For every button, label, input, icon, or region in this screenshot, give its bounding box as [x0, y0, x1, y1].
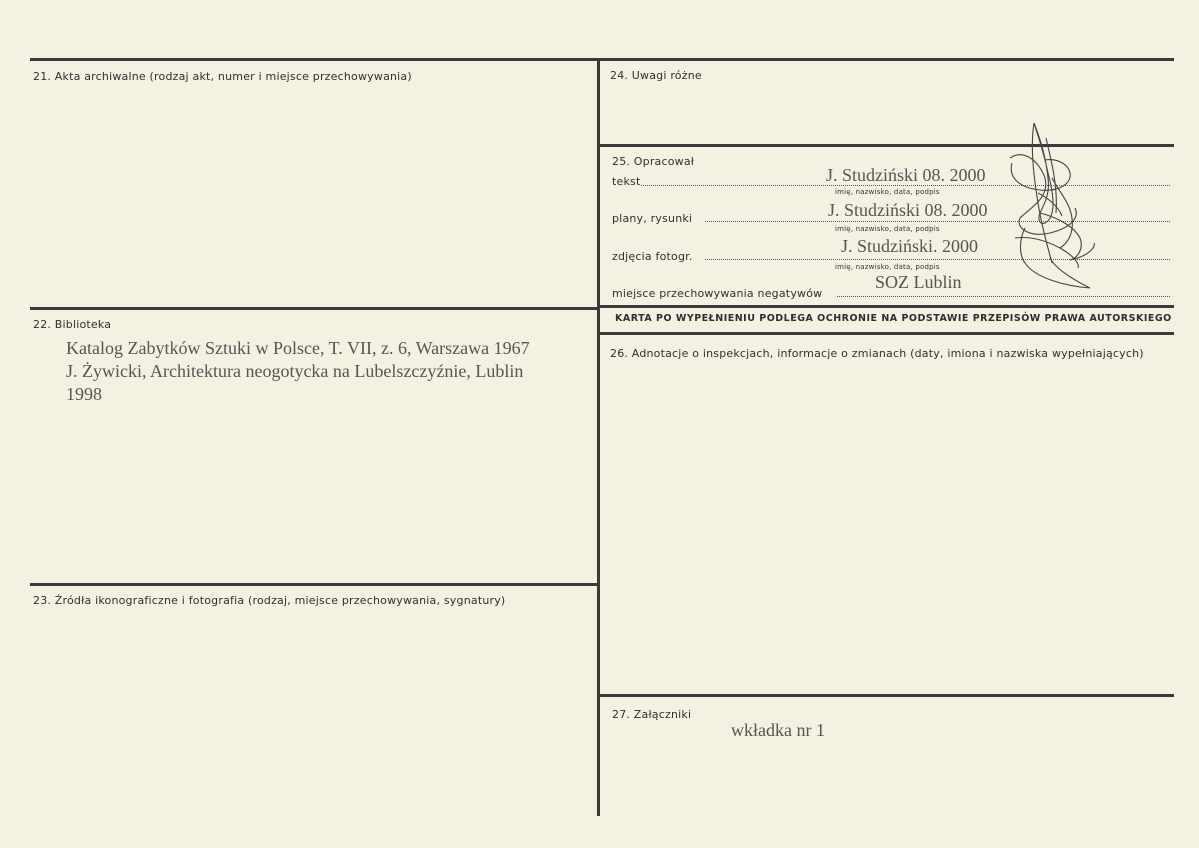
handwritten-signature [1000, 118, 1110, 293]
negatywy-label: miejsce przechowywania negatywów [612, 287, 823, 300]
top-rule [30, 58, 1174, 61]
section-25-label: 25. Opracował [612, 155, 695, 168]
section-21-label: 21. Akta archiwalne (rodzaj akt, numer i miejsce przechowywania) [33, 70, 412, 83]
rule-22-23 [30, 583, 599, 586]
plany-caption: imię, nazwisko, data, podpis [835, 225, 940, 233]
rule-notice-26 [599, 332, 1174, 335]
negatywy-value: SOZ Lublin [875, 272, 962, 292]
section-22-label: 22. Biblioteka [33, 318, 112, 331]
bibliography-entry-1: Katalog Zabytków Sztuki w Polsce, T. VII, z. 6, Warszawa 1967 [66, 338, 530, 358]
section-24-label: 24. Uwagi różne [610, 69, 702, 82]
rule-25-notice [599, 305, 1174, 308]
bibliography-entry-3: 1998 [66, 384, 102, 404]
zdjecia-value: J. Studziński. 2000 [841, 236, 979, 256]
tekst-value: J. Studziński 08. 2000 [826, 165, 986, 185]
zdjecia-caption: imię, nazwisko, data, podpis [835, 263, 940, 271]
copyright-notice: KARTA PO WYPEŁNIENIU PODLEGA OCHRONIE NA PODSTAWIE PRZEPISÓW PRAWA AUTORSKIEGO [615, 313, 1172, 324]
negatywy-dotted-line [837, 296, 1170, 297]
rule-21-22 [30, 307, 599, 310]
tekst-label: tekst [612, 175, 641, 188]
section-26-label: 26. Adnotacje o inspekcjach, informacje o zmianach (daty, imiona i nazwiska wypełniających) [610, 347, 1144, 360]
zdjecia-label: zdjęcia fotogr. [612, 250, 693, 263]
center-divider [597, 58, 600, 816]
plany-label: plany, rysunki [612, 212, 693, 225]
rule-26-27 [599, 694, 1174, 697]
section-27-label: 27. Załączniki [612, 708, 692, 721]
section-23-label: 23. Źródła ikonograficzne i fotografia (rodzaj, miejsce przechowywania, sygnatury) [33, 594, 506, 607]
attachments-value: wkładka nr 1 [731, 720, 825, 740]
tekst-caption: imię, nazwisko, data, podpis [835, 188, 940, 196]
bibliography-entry-2: J. Żywicki, Architektura neogotycka na Lubelszczyźnie, Lublin [66, 361, 524, 381]
plany-value: J. Studziński 08. 2000 [828, 200, 988, 220]
